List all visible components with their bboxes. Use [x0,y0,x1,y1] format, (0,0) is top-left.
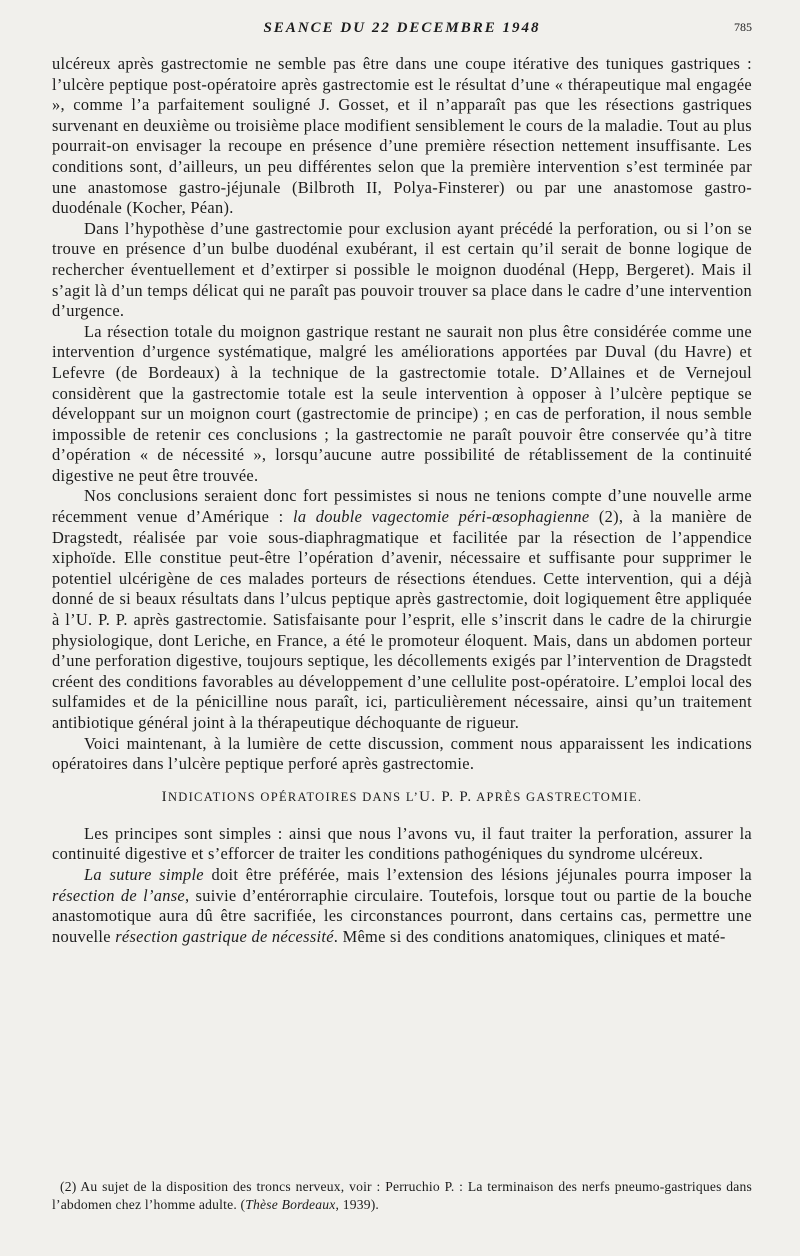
section-heading-rest-1: NDICATIONS OPÉRATOIRES DANS L’ [167,789,420,804]
page [52,16,752,947]
paragraph-1: ulcéreux après gastrectomie ne semble pas être dans une coupe itérative des tuniques gastriques : l’ulcère peptique post-opératoire après gastrectomie est le résultat d’une « thérapeutique mal engagée », comme l’a parfaitement souligné J. Gosset, et il n’apparaît pas que les résections gastriques survenant en deuxième ou troisième place modifient sensiblement le cours de la maladie. Tout au plus pourrait-on envisager la recoupe en présence d’une première résection nettement insuffisante. Les conditions sont, d’ailleurs, un peu différentes selon que la première intervention s’est terminée par une anastomose gastro-jéjunale (Bilbroth II, Polya-Finsterer) ou par une anastomose gastro-duodénale (Kocher, Péan). [52,54,752,218]
footnote-text-b: , 1939). [335,1197,380,1212]
paragraph-4-text-b: (2), à la manière de Dragstedt, réalisée par voie sous-diaphragmatique et facilitée par la résection de l’appendice xiphoïde. Elle constitue peut-être l’opération d’avenir, nécessaire et suffisante pour supprimer le potentiel ulcérigène de ces malades porteurs de résections étendues. Cette intervention, qui a déjà donné de si beaux résultats dans l’ulcus peptique après gastrectomie, doit logiquement être appliquée à l’U. P. P. après gastrectomie. Satisfaisante pour l’esprit, elle s’inscrit dans le cadre de la chirurgie physiologique, dont Leriche, en France, a été le promoteur éloquent. Mais, dans un abdomen porteur d’une perforation digestive, toujours septique, les décollements exigés par l’intervention de Dragstedt créent des conditions favorables au développement d’une cellulite post-opératoire. L’emploi local des sulfamides et de la pénicilline nous paraît, ici, particulièrement nécessaire, ainsi qu’un traitement antibiotique général joint à la thérapeutique déchoquante de rigueur. [52,507,753,732]
running-head [52,16,752,46]
paragraph-7-text-b: , suivie d’entérorraphie circulaire. Toutefois, lorsque tout ou partie de la bouche anastomotique aura dû être sacrifiée, les circonstances pourront, dans certains cas, permettre une nouvelle [52,885,752,946]
paragraph-7-text-a: doit être préférée, mais l’extension des lésions jéjunales pourra imposer la [203,864,752,884]
section-heading-cap-2: U. P. P. [419,788,473,805]
paragraph-7 [52,865,752,947]
section-heading [52,788,752,806]
section-heading-cap-1: I [161,788,168,805]
section-heading-rest-2: APRÈS GASTRECTOMIE. [472,789,643,804]
footnote-text-a: (2) Au sujet de la disposition des troncs nerveux, voir : Perruchio P. : La terminaison des nerfs pneumo-gastriques dans l’abdomen chez l’homme adulte. ( [52,1179,752,1212]
paragraph-2: Dans l’hypothèse d’une gastrectomie pour exclusion ayant précédé la perforation, ou si l’on se trouve en présence d’un bulbe duodénal exubérant, il est certain qu’il serait de bonne logique de rechercher éventuellement et d’extirper si possible le moignon duodénal (Hepp, Bergeret). Mais il s’agit là d’un temps délicat qui ne paraît pas pouvoir trouver sa place dans le cadre d’une intervention d’urgence. [52,218,752,321]
paragraph-7-emphasis-2: résection de l’anse [52,885,185,905]
paragraph-5: Voici maintenant, à la lumière de cette discussion, comment nous apparaissent les indications opératoires dans l’ulcère peptique perforé après gastrectomie. [52,733,752,774]
paragraph-4-text-a: Nos conclusions seraient donc fort pessimistes si nous ne tenions compte d’une nouvelle arme récemment venue d’Amérique : [52,486,752,527]
article-body [52,54,752,947]
paragraph-3: La résection totale du moignon gastrique restant ne saurait non plus être considérée comme une intervention d’urgence systématique, malgré les améliorations apportées par Duval (du Havre) et Lefevre (de Bordeaux) à la technique de la gastrectomie totale. D’Allaines et de Vernejoul considèrent que la gastrectomie totale est la seule intervention à opposer à l’ulcère peptique se développant sur un moignon court (gastrectomie de principe) ; en cas de perforation, il nous semble impossible de retenir ces conclusions ; la gastrectomie ne paraît pouvoir être conservée qu’à titre d’opération « de nécessité », lorsqu’aucune autre possibilité de rétablissement de la continuité digestive ne peut être trouvée. [52,321,752,485]
paragraph-7-emphasis-3: résection gastrique de nécessité [115,926,334,946]
paragraph-6: Les principes sont simples : ainsi que nous l’avons vu, il faut traiter la perforation, assurer la continuité digestive et s’efforcer de traiter les conditions pathogéniques du syndrome ulcéreux. [52,823,752,864]
running-title: SEANCE DU 22 DECEMBRE 1948 [263,20,541,36]
paragraph-4 [52,486,752,733]
paragraph-7-emphasis-1: La suture simple [84,864,204,884]
footnote [52,1178,752,1214]
paragraph-4-emphasis: la double vagectomie péri-œsophagienne [292,507,590,527]
footnote-emphasis: Thèse Bordeaux [245,1197,336,1212]
page-number: 785 [734,20,752,34]
paragraph-7-text-c: . Même si des conditions anatomiques, cliniques et maté- [333,926,726,946]
